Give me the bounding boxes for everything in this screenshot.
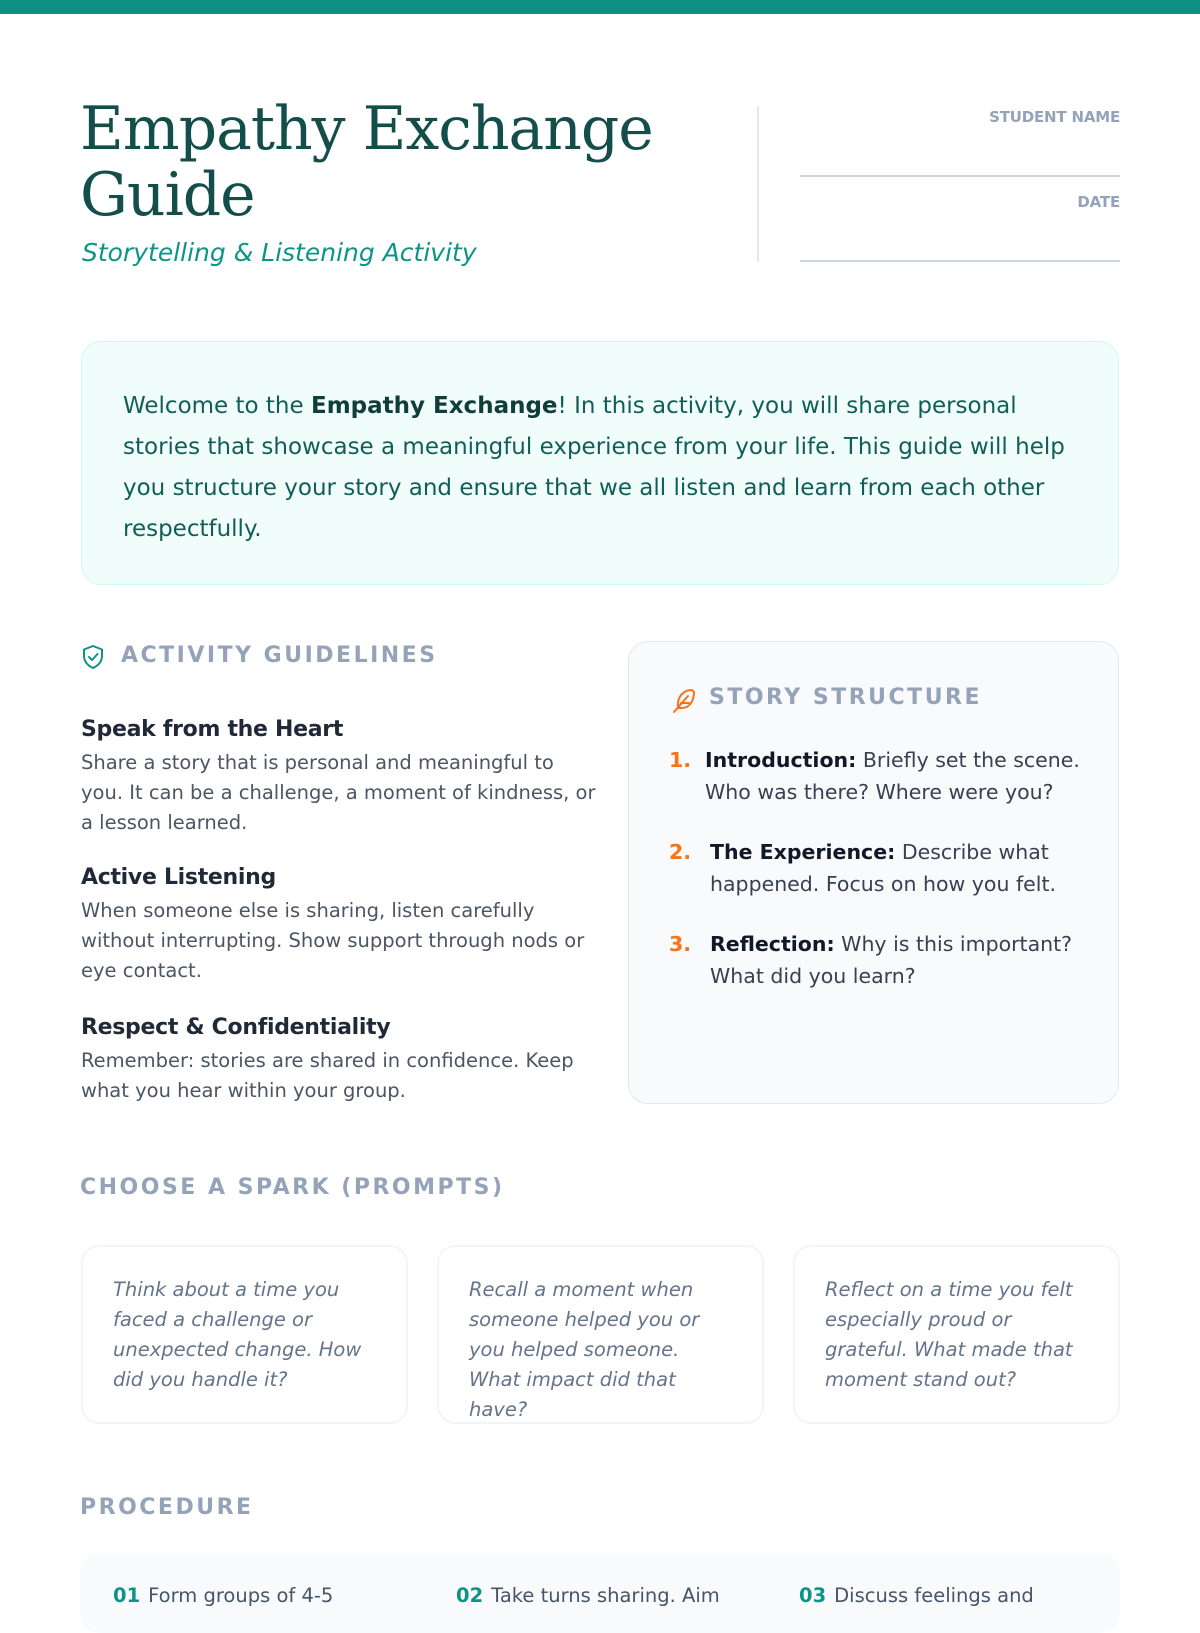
student-name-label: STUDENT NAME bbox=[989, 108, 1120, 126]
procedure-heading: PROCEDURE bbox=[80, 1495, 254, 1520]
top-accent-bar bbox=[0, 0, 1200, 14]
intro-text: Welcome to the Empathy Exchange! In this activity, you will share personal stories that showcase a meaningful experience from your life. This guide will help you structure your story and ensure that we all listen and learn from each other respectfully. bbox=[123, 393, 1065, 542]
header-divider bbox=[757, 106, 759, 262]
guideline-item bbox=[81, 865, 601, 986]
story-structure-card: STORY STRUCTURE 1. Introduction: Briefly set the scene. Who was there? Where were you? 2. The Experience: Describe what happened. Focus on how you felt. 3. Reflection: Why is this important? What did you learn? bbox=[628, 641, 1119, 1104]
page-subtitle: Storytelling & Listening Activity bbox=[82, 238, 477, 267]
guidelines-heading: ACTIVITY GUIDELINES bbox=[121, 643, 438, 668]
procedure-step: 02 Take turns sharing. Aim bbox=[456, 1584, 720, 1607]
guideline-title: Speak from the Heart bbox=[81, 717, 344, 742]
feather-icon bbox=[670, 686, 698, 718]
student-name-field[interactable] bbox=[800, 175, 1120, 177]
guideline-text: Share a story that is personal and meaningful to you. It can be a challenge, a moment of kindness, or a lesson learned. bbox=[81, 751, 596, 834]
story-structure-heading: STORY STRUCTURE bbox=[709, 685, 983, 710]
procedure-step: 01 Form groups of 4-5 bbox=[113, 1584, 334, 1607]
guideline-text: Remember: stories are shared in confidence. Keep what you hear within your group. bbox=[81, 1049, 574, 1102]
date-field[interactable] bbox=[800, 260, 1120, 262]
guideline-title: Respect & Confidentiality bbox=[81, 1015, 391, 1040]
page-title: Empathy Exchange Guide bbox=[80, 94, 653, 230]
prompt-card[interactable]: Think about a time you faced a challenge or unexpected change. How did you handle it? bbox=[81, 1245, 408, 1424]
guideline-item bbox=[81, 717, 601, 838]
shield-check-icon bbox=[81, 644, 105, 674]
prompts-heading: CHOOSE A SPARK (PROMPTS) bbox=[80, 1175, 505, 1200]
guideline-title: Active Listening bbox=[81, 865, 276, 890]
guideline-text: When someone else is sharing, listen carefully without interrupting. Show support through nods or eye contact. bbox=[81, 899, 585, 982]
prompt-card[interactable]: Recall a moment when someone helped you or you helped someone. What impact did that have? bbox=[437, 1245, 764, 1424]
guideline-item bbox=[81, 1015, 601, 1106]
intro-box bbox=[81, 341, 1119, 585]
prompt-card[interactable]: Reflect on a time you felt especially proud or grateful. What made that moment stand out? bbox=[793, 1245, 1120, 1424]
intro-bold: Empathy Exchange bbox=[310, 393, 558, 419]
date-label: DATE bbox=[1077, 193, 1120, 211]
procedure-step: 03 Discuss feelings and bbox=[799, 1584, 1034, 1607]
